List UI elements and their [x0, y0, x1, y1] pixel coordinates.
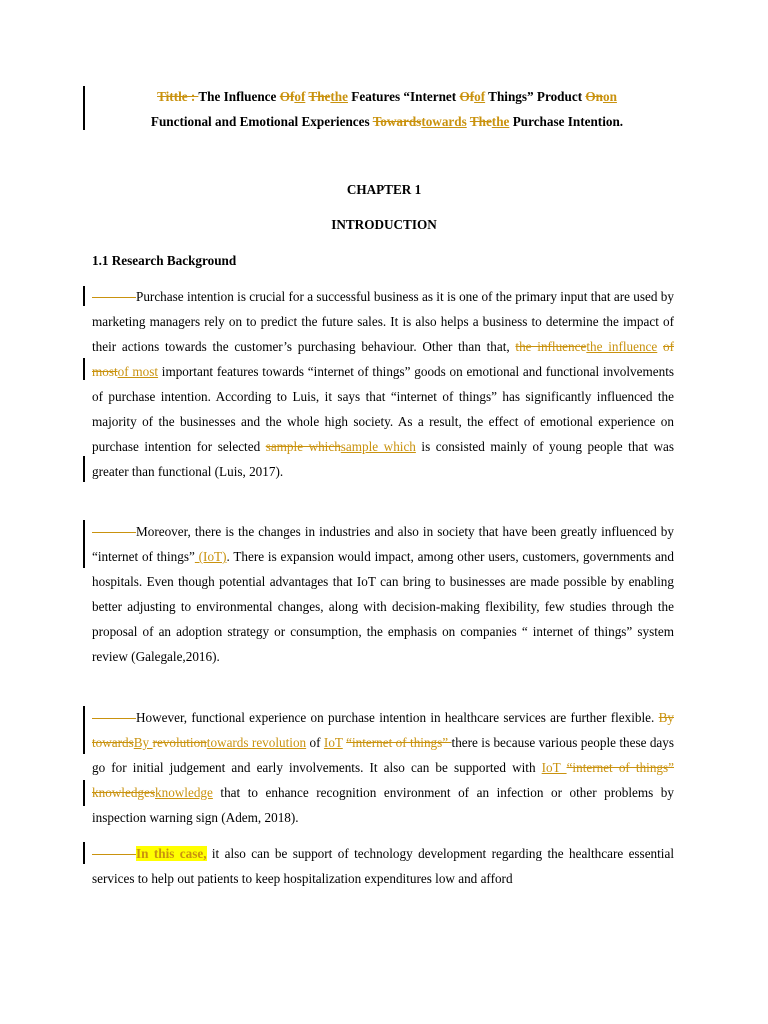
title-line-1	[92, 84, 682, 109]
text-run: Moreover, there is the changes in industries and also in society that have been greatly influenced by “internet of things”	[92, 524, 674, 564]
text-run: Purchase Intention.	[509, 114, 624, 129]
tracked-insertion: the	[330, 89, 348, 104]
tracked-deletion: Tittle :	[157, 89, 199, 104]
tracked-deletion: revolution	[152, 735, 207, 750]
text-run: is consisted mainly of young people that was greater than functional (Luis, 2017).	[92, 439, 674, 479]
change-bar	[83, 286, 85, 306]
change-bar	[83, 358, 85, 380]
tracked-insertion: towards	[421, 114, 467, 129]
tracked-deletion: The	[469, 114, 492, 129]
tracked-insertion: of	[294, 89, 306, 104]
tracked-insertion: the	[491, 114, 510, 129]
title-line-2	[92, 109, 682, 134]
change-bar	[83, 86, 85, 130]
tracked-insertion: sample which	[340, 439, 416, 454]
tracked-deletion: Of	[459, 89, 475, 104]
chapter-heading: CHAPTER 1	[346, 182, 422, 197]
tracked-deletion: Of	[279, 89, 295, 104]
text-run: there is because various people these days go for initial judgement and early involvements. It also can be supported with	[92, 735, 675, 775]
tracked-deletion: the influence	[515, 339, 587, 354]
text-run: it also can be support of technology development regarding the healthcare essential services to help out patients to keep hospitalization expenditures low and afford	[92, 846, 674, 886]
tracked-insertion: towards revolution	[206, 735, 307, 750]
introduction-heading: INTRODUCTION	[331, 217, 437, 232]
tracked-deletion: Towards	[372, 114, 422, 129]
tracked-deletion: of most	[92, 339, 675, 379]
paragraph	[92, 841, 674, 891]
paragraph	[92, 519, 674, 669]
text-run: . There is expansion would impact, among other users, customers, governments and hospitals. Even though potential advantages that IoT can bring to businesses are made possible by enabling better adjusting to environmental changes, along with decision-making flexibility, few studies through the proposal of an adoption strategy or consumption, the emphasis on companies “ internet of things” system review (Galegale,2016).	[92, 549, 674, 664]
paragraph	[92, 284, 674, 484]
change-bar	[83, 520, 85, 568]
tracked-insertion: the influence	[586, 339, 658, 354]
text-run: Features “Internet	[347, 89, 460, 104]
tracked-deletion: “internet of things” knowledges	[92, 760, 675, 800]
tab-indent-mark	[92, 718, 136, 719]
document-title	[92, 84, 682, 134]
section-heading: 1.1 Research Background	[92, 253, 237, 268]
tracked-deletion: By towards	[92, 710, 674, 750]
paragraph	[92, 705, 674, 830]
tracked-deletion: On	[585, 89, 603, 104]
tab-indent-mark	[92, 854, 136, 855]
change-bar	[83, 456, 85, 482]
tracked-deletion: The	[308, 89, 331, 104]
tab-indent-mark	[92, 297, 136, 298]
tracked-insertion: (IoT)	[194, 549, 227, 564]
text-run: important features towards “internet of things” goods on emotional and functional involvements of purchase intention. According to Luis, it says that “internet of things” has significantly influenced the majority of the businesses and the whole high society. As a result, the effect of emotional experience on purchase intention for selected	[92, 364, 674, 454]
tracked-insertion: IoT	[541, 760, 567, 775]
text-run: of	[306, 735, 324, 750]
tab-indent-mark	[92, 532, 136, 533]
text-run: The Influence	[198, 89, 280, 104]
tracked-insertion: of most	[117, 364, 159, 379]
tracked-insertion: knowledge	[155, 785, 213, 800]
text-run: However, functional experience on purchase intention in healthcare services are further flexible.	[136, 710, 659, 725]
change-bar	[83, 842, 85, 864]
change-bar	[83, 780, 85, 806]
highlighted-text: In this case,	[136, 846, 207, 861]
tracked-insertion: of	[474, 89, 486, 104]
text-run: Purchase intention is crucial for a successful business as it is one of the primary input that are used by marketing managers rely on to predict the future sales. It is also helps a business to determine the impact of their actions towards the customer’s purchasing behaviour. Other than that,	[92, 289, 674, 354]
change-bar	[83, 706, 85, 754]
text-run: Things” Product	[485, 89, 586, 104]
text-run: that to enhance recognition environment of an infection or other problems by inspection warning sign (Adem, 2018).	[92, 785, 674, 825]
tracked-insertion: on	[602, 89, 617, 104]
tracked-insertion: By	[133, 735, 153, 750]
text-run: Functional and Emotional Experiences	[150, 114, 373, 129]
tracked-deletion: sample which	[265, 439, 341, 454]
tracked-deletion: “internet of things”	[346, 735, 452, 750]
tracked-insertion: IoT	[323, 735, 343, 750]
